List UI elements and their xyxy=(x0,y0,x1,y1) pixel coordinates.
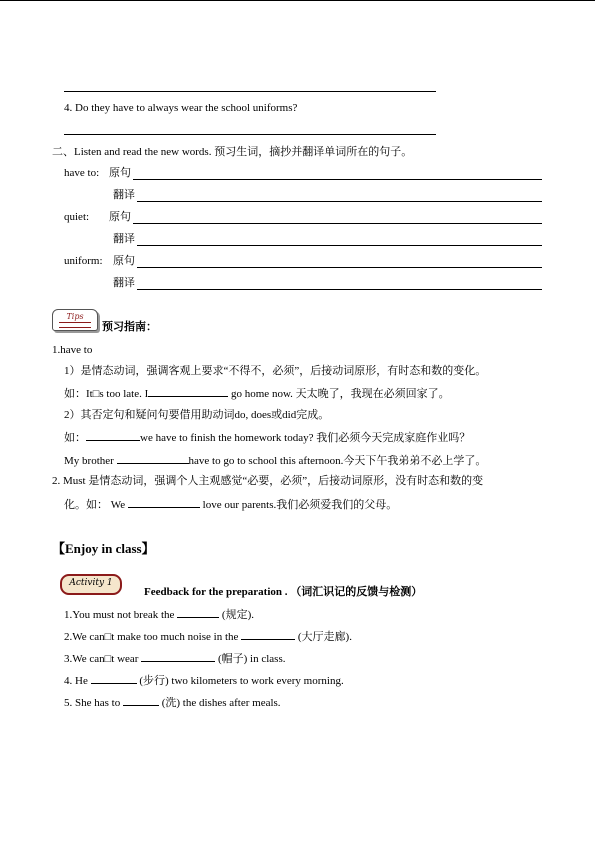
translation-label: 翻译 xyxy=(113,233,135,245)
fill-blank[interactable] xyxy=(148,386,228,397)
exercise-text: 4. He xyxy=(64,675,91,687)
tips-item-1-heading: 1.have to xyxy=(52,344,93,356)
tips-badge-text: Tips xyxy=(66,312,84,321)
fill-blank[interactable] xyxy=(177,607,219,618)
write-line[interactable] xyxy=(137,267,542,268)
exercise-text: 1.You must not break the xyxy=(64,609,178,621)
exercise-item-3 xyxy=(64,651,286,666)
tips-badge-icon xyxy=(52,309,98,331)
tips-item-1-line-2: 2）其否定句和疑问句要借用助动词do, does或did完成。 xyxy=(64,409,330,421)
section-2-heading: 二、Listen and read the new words. 预习生词，摘抄并翻译单词所在的句子。 xyxy=(52,146,413,158)
write-line[interactable] xyxy=(137,289,542,290)
word-have-to: have to: xyxy=(64,167,100,179)
exercise-text: (帽子) in class. xyxy=(215,653,286,665)
answer-line xyxy=(64,134,436,135)
tips-example-3 xyxy=(64,453,486,468)
enjoy-in-class-heading: 【Enjoy in class】 xyxy=(52,541,155,556)
word-uniform: uniform: xyxy=(64,255,103,267)
write-line[interactable] xyxy=(137,201,542,202)
activity-badge-text: Activity 1 xyxy=(69,578,113,588)
fill-blank[interactable] xyxy=(123,695,159,706)
word-quiet: quiet: xyxy=(64,211,90,223)
tips-item-1-line-1: 1）是情态动词，强调客观上要求“不得不，必须”，后接动词原形，有时态和数的变化。 xyxy=(64,365,487,377)
exercise-item-2 xyxy=(64,629,352,644)
translation-label: 翻译 xyxy=(113,277,135,289)
question-4: 4. Do they have to always wear the school uniforms? xyxy=(64,102,298,114)
exercise-text: (洗) the dishes after meals. xyxy=(158,697,281,709)
original-label: 原句 xyxy=(113,255,135,267)
example-text: love our parents.我们必须爱我们的父母。 xyxy=(199,499,398,511)
original-label: 原句 xyxy=(109,211,131,223)
activity-badge-icon xyxy=(60,574,122,595)
exercise-text: (步行) two kilometers to work every morning. xyxy=(136,675,344,687)
tips-item-2-line-2 xyxy=(64,497,397,512)
tips-item-2-line-1: 2. Must 是情态动词，强调个人主观感觉“必要，必须”，后接动词原形，没有时态和数的变 xyxy=(52,475,484,487)
example-text: 如：It□s too late. I xyxy=(64,388,149,400)
example-text: we have to finish the homework today? 我们必须今天完成家庭作业吗？ xyxy=(140,432,471,444)
exercise-text: 3.We can□t wear xyxy=(64,653,142,665)
fill-blank[interactable] xyxy=(141,651,215,662)
exercise-item-1 xyxy=(64,607,254,622)
fill-blank[interactable] xyxy=(241,629,295,640)
fill-blank[interactable] xyxy=(128,497,200,508)
fill-blank[interactable] xyxy=(91,673,137,684)
answer-line xyxy=(64,91,436,92)
example-text: go home now. 天太晚了，我现在必须回家了。 xyxy=(228,388,450,400)
exercise-text: 5. She has to xyxy=(64,697,123,709)
tips-example-2 xyxy=(64,430,470,445)
write-line[interactable] xyxy=(133,179,542,180)
exercise-item-4 xyxy=(64,673,344,688)
exercise-text: 2.We can□t make too much noise in the xyxy=(64,631,242,643)
exercise-text: (规定). xyxy=(219,609,254,621)
example-text: My brother xyxy=(64,455,117,467)
exercise-text: (大厅走廊). xyxy=(295,631,352,643)
example-text: 化。如： We xyxy=(64,499,128,511)
page-top-border xyxy=(0,0,595,1)
original-label: 原句 xyxy=(109,167,131,179)
write-line[interactable] xyxy=(137,245,542,246)
tips-example-1 xyxy=(64,386,450,401)
example-text: 如： xyxy=(64,432,86,444)
activity-title: Feedback for the preparation . （词汇识记的反馈与检测） xyxy=(144,586,423,598)
translation-label: 翻译 xyxy=(113,189,135,201)
fill-blank[interactable] xyxy=(117,453,189,464)
tips-ribbon xyxy=(59,322,91,328)
fill-blank[interactable] xyxy=(86,430,140,441)
write-line[interactable] xyxy=(133,223,542,224)
tips-title: 预习指南： xyxy=(102,321,157,333)
exercise-item-5 xyxy=(64,695,281,710)
example-text: have to go to school this afternoon.今天下午我弟弟不必上学了。 xyxy=(188,455,487,467)
